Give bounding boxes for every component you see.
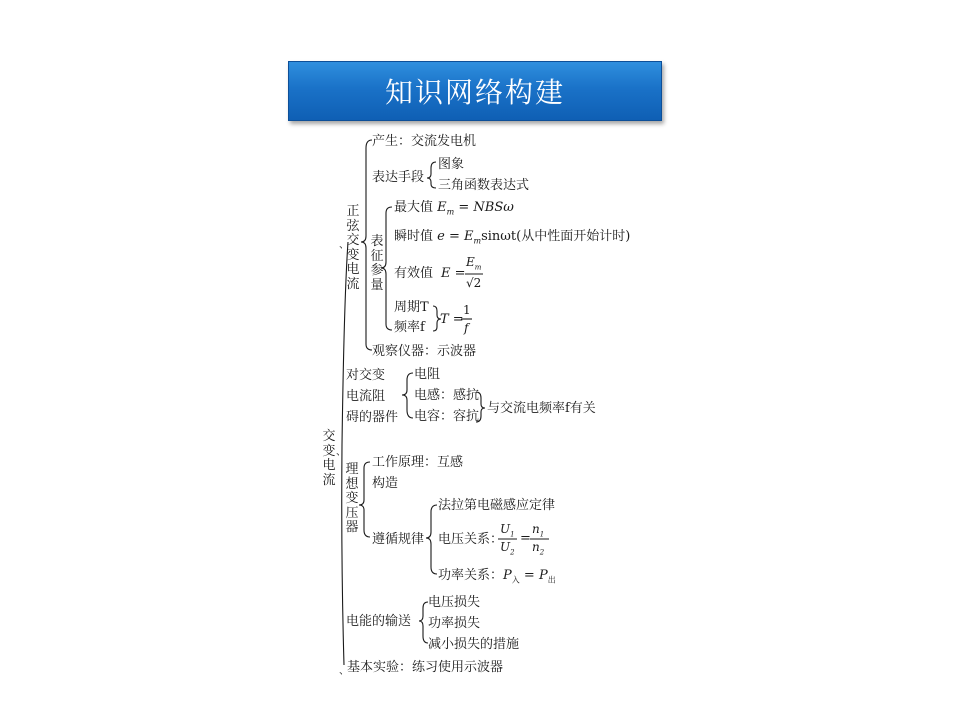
max-label: 最大值 (394, 200, 434, 215)
pf-numerator: 1 (463, 303, 471, 317)
zuai-label-line: 电流阻 (346, 389, 386, 404)
banner-title: 知识网络构建 (384, 76, 565, 109)
zuai-item: 电阻 (414, 367, 441, 382)
max-eq-sub: m (446, 207, 455, 217)
guilv-label: 遵循规律 (372, 532, 425, 547)
yuanli-text: 工作原理：互感 (372, 455, 464, 470)
voltage-num1: $U_1$ (500, 522, 515, 539)
biaoda-label: 表达手段 (372, 170, 425, 185)
pf-denominator: f (464, 321, 469, 335)
bianyaqi-label: 理想变压器 (345, 462, 359, 535)
voltage-den2: $n_2$ (532, 540, 545, 557)
max-value-row (394, 200, 514, 220)
guancha-text: 观察仪器：示波器 (372, 344, 477, 359)
zuai-label-line: 碍的器件 (346, 410, 399, 425)
bianyaqi-brace (359, 462, 370, 537)
max-eq: E (437, 200, 447, 215)
biaoda-item: 三角函数表达式 (438, 178, 530, 193)
voltage-den1: $U_2$ (500, 540, 515, 557)
eff-numerator: $E_m$ (466, 255, 482, 272)
freq-relation: 与交流电频率f有关 (487, 401, 596, 416)
zuai-brace (402, 373, 413, 418)
tick-mark: 、 (336, 447, 346, 458)
power-row: 功率关系：$P_入 = P_出$ (438, 568, 556, 585)
guilv-item: 电压关系： (438, 532, 504, 547)
shusong-brace (419, 602, 428, 643)
eff-eq: E = (441, 266, 466, 281)
shusong-label: 电能的输送 (346, 614, 412, 629)
shiyan-text: 基本实验：练习使用示波器 (347, 660, 504, 675)
biaoda-item: 图象 (438, 157, 465, 172)
inst-eq: e = E (437, 229, 474, 244)
shusong-item: 功率损失 (428, 616, 481, 631)
gouzao-text: 构造 (372, 476, 399, 491)
eff-denominator: √2 (466, 276, 482, 290)
biaozheng-label: 表征参量 (370, 234, 384, 293)
biaoda-brace (427, 162, 436, 188)
eff-label: 有效值 (394, 266, 434, 281)
tick-mark: 、 (339, 666, 349, 677)
inst-eq-rhs: sinωt(从中性面开始计时) (481, 229, 631, 244)
zuai-label-line: 对交变 (346, 368, 386, 383)
tick-mark: 、 (339, 240, 349, 251)
period-label: 周期T (394, 300, 429, 315)
voltage-num2: $n_1$ (532, 522, 545, 539)
shusong-item: 电压损失 (428, 595, 481, 610)
pf-eq: T = (440, 312, 464, 327)
guilv-item: 法拉第电磁感应定律 (438, 498, 556, 513)
inst-eq-sub: m (473, 236, 482, 246)
shusong-item: 减小损失的措施 (428, 637, 520, 652)
chansheng-text: 产生：交流发电机 (372, 134, 477, 149)
inst-label: 瞬时值 (394, 229, 434, 244)
jiaobian-label: 交变电流 (322, 429, 336, 488)
guilv-brace (426, 505, 437, 574)
max-eq-rhs: = NBSω (454, 200, 514, 215)
voltage-eq: = (520, 531, 531, 546)
inst-value-row (394, 229, 630, 249)
zhengxian-label: 正弦交变电流 (346, 204, 360, 292)
freq-label: 频率f (394, 320, 425, 335)
zuai-item: 电容：容抗 (414, 409, 480, 424)
zuai-item: 电感：感抗 (414, 388, 480, 403)
